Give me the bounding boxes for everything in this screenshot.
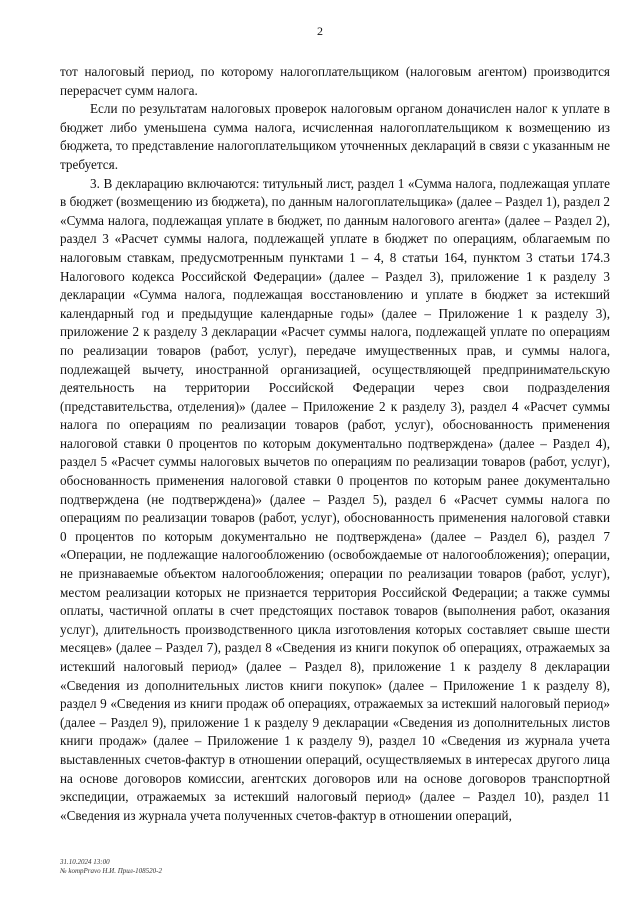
document-body <box>60 63 610 825</box>
paragraph-1: тот налоговый период, по которому налогоплательщиком (налоговым агентом) производится перерасчет сумм налога. <box>60 64 610 98</box>
footer-document-id: № kompPravo Н.И. Прил-108520-2 <box>60 867 162 875</box>
paragraph-2: Если по результатам налоговых проверок налоговым органом доначислен налог к уплате в бюджет либо уменьшена сумма налога, исчисленная налогоплательщиком к возмещению из бюджета, то представление налогоплательщиком уточненных деклараций в связи с указанным не требуется. <box>60 101 610 172</box>
paragraph-3: 3. В декларацию включаются: титульный лист, раздел 1 «Сумма налога, подлежащая уплате в бюджет (возмещению из бюджета), по данным налогоплательщика» (далее – Раздел 1), раздел 2 «Сумма налога, подлежащая уплате в бюджет, по данным налогового агента» (далее – Раздел 2), раздел 3 «Расчет суммы налога, подлежащей уплате в бюджет по операциям, облагаемым по налоговым ставкам, предусмотренным пунктами 1 – 4, 8 статьи 164, пунктом 3 статьи 174.3 Налогового кодекса Российской Федерации» (далее – Раздел 3), приложение 1 к разделу 3 декларации «Сумма налога, подлежащая восстановлению и уплате в бюджет за истекший календарный год и предыдущие календарные годы» (далее – Приложение 1 к разделу 3), приложение 2 к разделу 3 декларации «Расчет суммы налога, подлежащей уплате по операциям по реализации товаров (работ, услуг), передаче имущественных прав, и суммы налога, подлежащей вычету, иностранной организацией, осуществляющей предпринимательскую деятельность на территории Российской Федерации через свои подразделения (представительства, отделения)» (далее – Приложение 2 к разделу 3), раздел 4 «Расчет суммы налога по операциям по реализации товаров (работ, услуг), обоснованность применения налоговой ставки 0 процентов по которым документально подтверждена» (далее – Раздел 4), раздел 5 «Расчет суммы налоговых вычетов по операциям по реализации товаров (работ, услуг), обоснованность применения налоговой ставки 0 процентов по которым ранее документально подтверждена (не подтверждена)» (далее – Раздел 5), раздел 6 «Расчет суммы налога по операциям по реализации товаров (работ, услуг), обоснованность применения налоговой ставки 0 процентов по которым документально не подтверждена» (далее – Раздел 6), раздел 7 «Операции, не подлежащие налогообложению (освобождаемые от налогообложения); операции, не признаваемые объектом налогообложения; операции по реализации товаров (работ, услуг), местом реализации которых не признается территория Российской Федерации; а также суммы оплаты, частичной оплаты в счет предстоящих поставок товаров (выполнения работ, оказания услуг), длительность производственного цикла изготовления которых составляет свыше шести месяцев» (далее – Раздел 7), раздел 8 «Сведения из книги покупок об операциях, отражаемых за истекший налоговый период» (далее – Раздел 8), приложение 1 к разделу 8 декларации «Сведения из дополнительных листов книги покупок» (далее – Приложение 1 к разделу 8), раздел 9 «Сведения из книги продаж об операциях, отражаемых за истекший налоговый период» (далее – Раздел 9), приложение 1 к разделу 9 декларации «Сведения из дополнительных листов книги продаж» (далее – Приложение 1 к разделу 9), раздел 10 «Сведения из журнала учета выставленных счетов-фактур в отношении операций, осуществляемых в интересах другого лица на основе договоров комиссии, агентских договоров или на основе договоров транспортной экспедиции, отражаемых за истекший налоговый период» (далее – Раздел 10), раздел 11 «Сведения из журнала учета полученных счетов-фактур в отношении операций, <box>60 175 610 823</box>
page-number: 2 <box>317 24 323 38</box>
footer-timestamp: 31.10.2024 13:00 <box>60 858 110 866</box>
footer-stamp <box>60 858 162 876</box>
